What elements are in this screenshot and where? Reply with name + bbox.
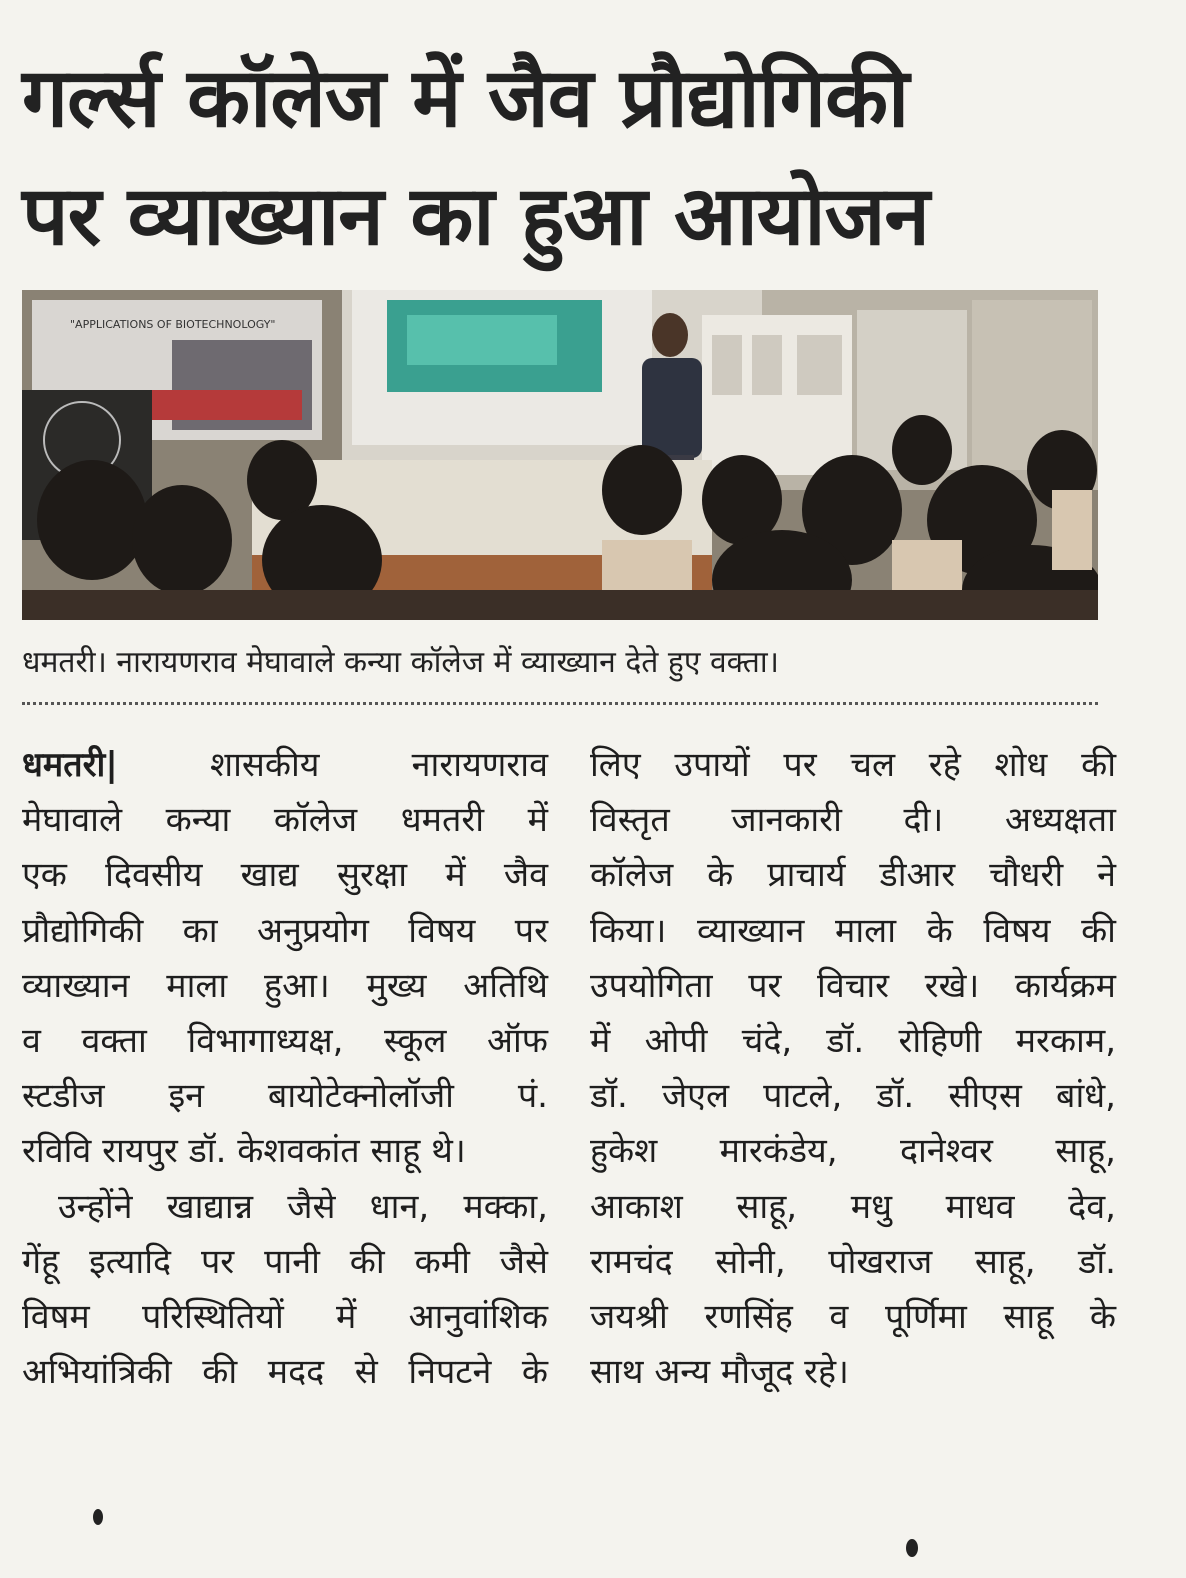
dateline: धमतरी| [22, 745, 118, 785]
column-line: डॉ. जेएल पाटले, डॉ. सीएस बांधे, [590, 1076, 1116, 1117]
column-line: व वक्ता विभागाध्यक्ष, स्कूल ऑफ [22, 1020, 548, 1061]
column-line: जयश्री रणसिंह व पूर्णिमा साहू के [590, 1296, 1116, 1337]
column-line: एक दिवसीय खाद्य सुरक्षा में जैव [22, 855, 548, 896]
column-line: कॉलेज के प्राचार्य डीआर चौधरी ने [590, 855, 1116, 896]
column-line: उन्होंने खाद्यान्न जैसे धान, मक्का, [58, 1186, 548, 1227]
column-line: गेंहू इत्यादि पर पानी की कमी जैसे [22, 1241, 548, 1282]
column-line: रविवि रायपुर डॉ. केशवकांत साहू थे। [22, 1131, 466, 1172]
column-line: विस्तृत जानकारी दी। अध्यक्षता [590, 800, 1116, 841]
column-line: आकाश साहू, मधु माधव देव, [590, 1186, 1116, 1227]
column-line: व्याख्यान माला हुआ। मुख्य अतिथि [22, 965, 548, 1006]
column-line: में ओपी चंदे, डॉ. रोहिणी मरकाम, [590, 1020, 1116, 1061]
column-line: प्रौद्योगिकी का अनुप्रयोग विषय पर [22, 910, 548, 951]
column-line: स्टडीज इन बायोटेक्नोलॉजी पं. [22, 1076, 548, 1117]
column-line: हुकेश मारकंडेय, दानेश्वर साहू, [590, 1131, 1116, 1172]
headline-line-1: गर्ल्स कॉलेज में जैव प्रौद्योगिकी [22, 51, 909, 146]
column-line: मेघावाले कन्या कॉलेज धमतरी में [22, 800, 548, 841]
column-line: उपयोगिता पर विचार रखे। कार्यक्रम [590, 965, 1116, 1006]
column-line: रामचंद सोनी, पोखराज साहू, डॉ. [590, 1241, 1116, 1282]
banner-text: "APPLICATIONS OF BIOTECHNOLOGY" [70, 318, 276, 331]
column-line: लिए उपायों पर चल रहे शोध की [590, 745, 1116, 785]
column-line: किया। व्याख्यान माला के विषय की [590, 910, 1116, 951]
column-line: साथ अन्य मौजूद रहे। [590, 1352, 849, 1393]
column-line-text: शासकीय नारायणराव [209, 745, 548, 785]
column-line: विषम परिस्थितियों में आनुवांशिक [22, 1296, 548, 1337]
photo-caption: धमतरी। नारायणराव मेघावाले कन्या कॉलेज में व्याख्यान देते हुए वक्ता। [22, 645, 779, 680]
headline-line-2: पर व्याख्यान का हुआ आयोजन [22, 169, 929, 264]
column-line: अभियांत्रिकी की मदद से निपटने के [22, 1352, 548, 1393]
